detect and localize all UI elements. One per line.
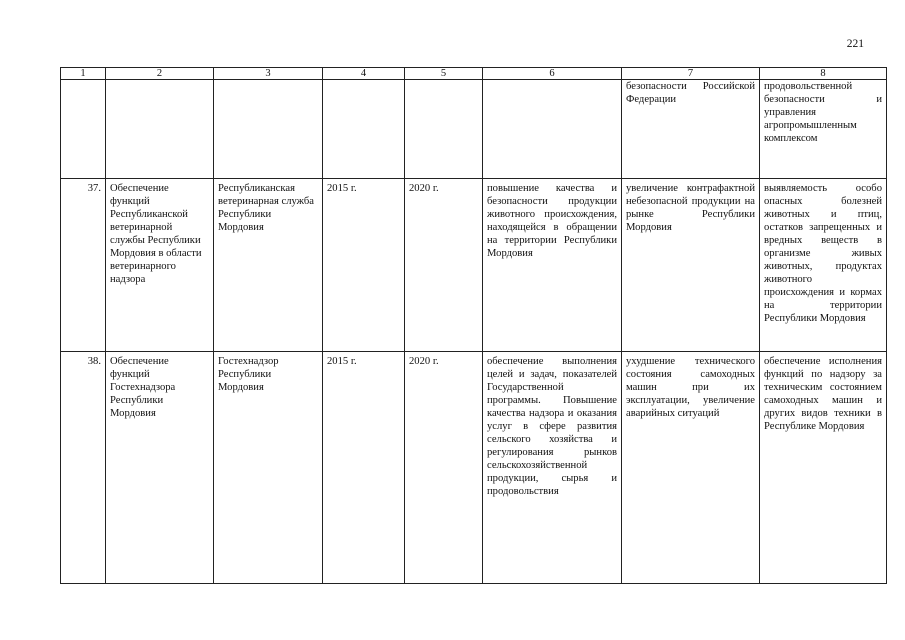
indicator-cell: обеспечение исполнения функций по надзору за техническим состоянием самоходных машин и других видов техники в Республике Мордовия [760,352,887,584]
col-header-4: 4 [323,68,405,80]
measure-name-cell [106,80,214,179]
indicator-cell: продовольственной безопасности и управления агропромышленным комплексом [760,80,887,179]
row-number-cell [61,80,106,179]
col-header-8: 8 [760,68,887,80]
col-header-1: 1 [61,68,106,80]
executor-cell [214,80,323,179]
program-table [60,67,887,584]
row-number-cell: 37. [61,179,106,352]
measure-name-cell: Обеспечение функций Гостехнадзора Республики Мордовия [106,352,214,584]
row-number-cell: 38. [61,352,106,584]
end-year-cell: 2020 г. [405,352,483,584]
col-header-7: 7 [622,68,760,80]
start-year-cell: 2015 г. [323,179,405,352]
consequence-cell: безопасности Российской Федерации [622,80,760,179]
expected-result-cell: обеспечение выполнения целей и задач, показателей Государственной программы. Повышение качества надзора и оказания услуг в сфере развития сельского хозяйства и регулирования рынков сельскохозяйственной продукции, сырья и продовольствия [483,352,622,584]
col-header-3: 3 [214,68,323,80]
executor-cell: Республиканская ветеринарная служба Республики Мордовия [214,179,323,352]
page-number: 221 [846,38,864,50]
start-year-cell [323,80,405,179]
indicator-cell: выявляемость особо опасных болезней животных и птиц, остатков запрещенных и вредных веществ в организме живых животных, продуктах животного происхождения и кормах на территории Республики Мордовия [760,179,887,352]
col-header-5: 5 [405,68,483,80]
expected-result-cell: повышение качества и безопасности продукции животного происхождения, находящейся в обращении на территории Республики Мордовия [483,179,622,352]
col-header-6: 6 [483,68,622,80]
table-row-38 [61,352,887,584]
end-year-cell [405,80,483,179]
start-year-cell: 2015 г. [323,352,405,584]
expected-result-cell [483,80,622,179]
consequence-cell: ухудшение технического состояния самоходных машин при их эксплуатации, увеличение аварийных ситуаций [622,352,760,584]
measure-name-cell: Обеспечение функций Республиканской ветеринарной службы Республики Мордовия в области ветеринарного надзора [106,179,214,352]
table-row-37 [61,179,887,352]
column-number-row [61,68,887,80]
table-row-continuation [61,80,887,179]
consequence-cell: увеличение контрафактной небезопасной продукции на рынке Республики Мордовия [622,179,760,352]
executor-cell: Гостехнадзор Республики Мордовия [214,352,323,584]
end-year-cell: 2020 г. [405,179,483,352]
col-header-2: 2 [106,68,214,80]
